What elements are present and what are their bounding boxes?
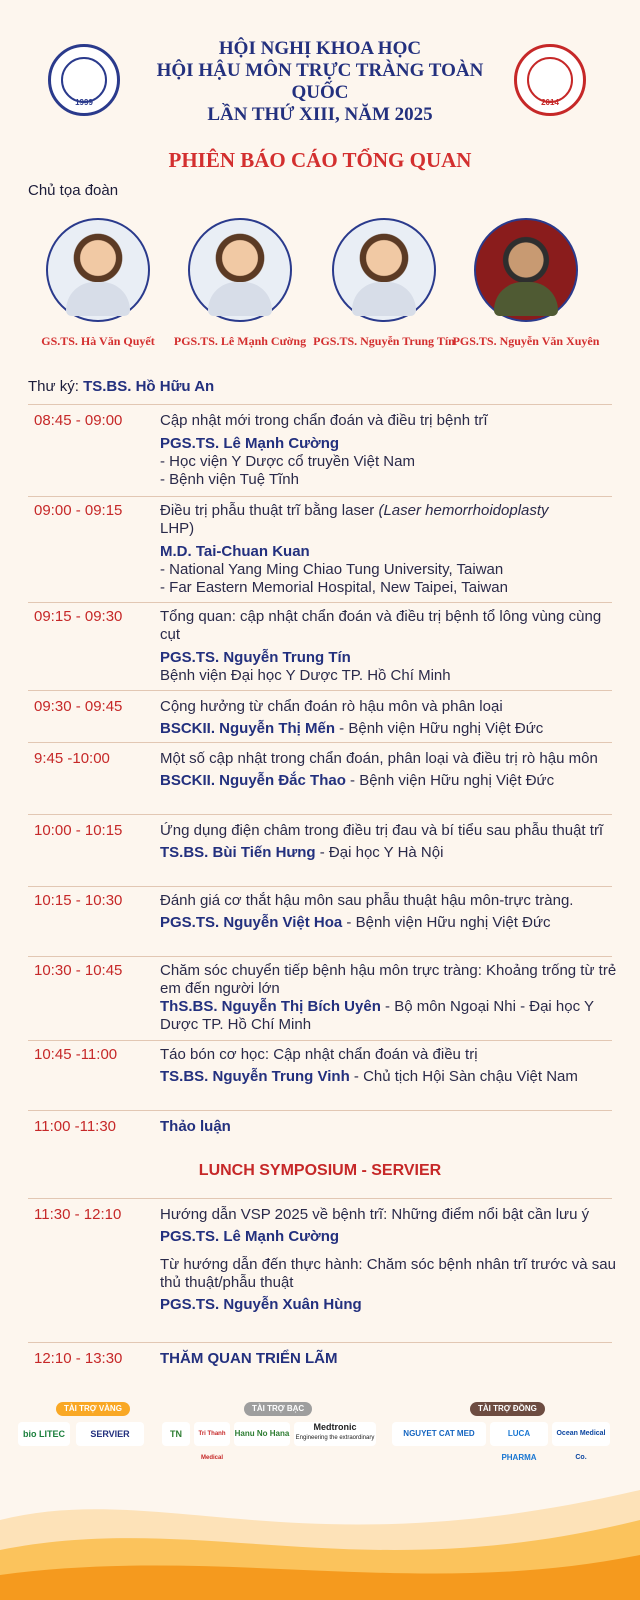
sponsor-logo: NGUYET CAT MED bbox=[392, 1422, 486, 1446]
session-content bbox=[160, 698, 620, 738]
session-time: 10:45 -11:00 bbox=[34, 1046, 118, 1063]
exhibition-label: THĂM QUAN TRIỂN LÃM bbox=[160, 1350, 338, 1367]
university-logo bbox=[514, 44, 586, 116]
session-speaker: TS.BS. Nguyễn Trung Vinh bbox=[160, 1068, 350, 1085]
session-topic: Tổng quan: cập nhật chẩn đoán và điều trị bệnh tổ lông vùng cùng cụt bbox=[160, 608, 602, 643]
session-speaker: M.D. Tai-Chuan Kuan bbox=[160, 543, 310, 560]
sponsor-logo bbox=[294, 1422, 376, 1446]
session-speaker: BSCKII. Nguyễn Thị Mến bbox=[160, 720, 336, 737]
sponsor-logo: Ocean Medical Co. bbox=[552, 1422, 610, 1446]
topic-tail: LHP) bbox=[160, 520, 195, 537]
divider bbox=[28, 886, 612, 887]
speaker-affiliation: - Bệnh viện Hữu nghị Việt Đức bbox=[345, 772, 555, 789]
session-content bbox=[160, 1350, 620, 1368]
chair-photo bbox=[188, 218, 292, 322]
speaker-affiliation: - Chủ tịch Hội Sàn chậu Việt Nam bbox=[349, 1068, 578, 1085]
session-content bbox=[160, 892, 620, 932]
chair-name: PGS.TS. Nguyễn Văn Xuyên bbox=[452, 334, 600, 348]
session-topic: Cập nhật mới trong chẩn đoán và điều trị bệnh trĩ bbox=[160, 412, 488, 429]
secretary-name: TS.BS. Hồ Hữu An bbox=[83, 378, 215, 395]
gold-sponsor-tag: TÀI TRỢ VÀNG bbox=[56, 1402, 130, 1416]
chair-name: PGS.TS. Lê Mạnh Cường bbox=[173, 334, 307, 348]
session-topic: Táo bón cơ học: Cập nhật chẩn đoán và điều trị bbox=[160, 1046, 478, 1063]
speaker-affiliation: - National Yang Ming Chiao Tung University, Taiwan bbox=[160, 561, 504, 578]
speaker-affiliation: - Bộ môn Ngoại Nhi - Đại học Y Dược TP. Hồ Chí Minh bbox=[160, 998, 594, 1033]
speaker-affiliation: - Học viện Y Dược cổ truyền Việt Nam bbox=[160, 453, 415, 470]
session-topic bbox=[160, 502, 620, 538]
session-topic: Ứng dụng điện châm trong điều trị đau và bí tiểu sau phẫu thuật trĩ bbox=[160, 822, 604, 839]
chair-photo bbox=[332, 218, 436, 322]
session-speaker: PGS.TS. Nguyễn Trung Tín bbox=[160, 649, 351, 666]
session-time: 11:00 -11:30 bbox=[34, 1118, 117, 1135]
speaker-line bbox=[160, 914, 620, 932]
session-speaker: PGS.TS. Lê Mạnh Cường bbox=[160, 435, 340, 452]
silver-sponsor-tag: TÀI TRỢ BẠC bbox=[244, 1402, 312, 1416]
session-content bbox=[160, 608, 620, 685]
divider bbox=[28, 496, 612, 497]
speaker-line bbox=[160, 720, 620, 738]
chair-photo bbox=[46, 218, 150, 322]
divider bbox=[28, 1110, 612, 1111]
sponsor-logo: Hanu No Hana bbox=[234, 1422, 290, 1446]
session-content bbox=[160, 962, 620, 1034]
chair-label: Chủ tọa đoàn bbox=[28, 182, 119, 199]
speaker-line bbox=[160, 772, 620, 790]
session-content bbox=[160, 822, 620, 862]
session-topic: Hướng dẫn VSP 2025 về bệnh trĩ: Những điểm nổi bật cần lưu ý bbox=[160, 1206, 590, 1223]
session-content bbox=[160, 1206, 620, 1314]
session-time: 08:45 - 09:00 bbox=[34, 412, 123, 429]
session-time: 10:30 - 10:45 bbox=[34, 962, 123, 979]
speaker-affiliation: - Bệnh viện Hữu nghị Việt Đức bbox=[335, 720, 544, 737]
sponsor-logo: SERVIER bbox=[76, 1422, 144, 1446]
chair-name: PGS.TS. Nguyễn Trung Tín bbox=[313, 334, 455, 348]
session-content bbox=[160, 750, 620, 790]
session-speaker: PGS.TS. Nguyễn Xuân Hùng bbox=[160, 1296, 362, 1313]
divider bbox=[28, 1342, 612, 1343]
topic-text: Điều trị phẫu thuật trĩ bằng laser bbox=[160, 502, 375, 519]
session-time: 9:45 -10:00 bbox=[34, 750, 110, 767]
sponsor-logo: LUCA PHARMA bbox=[490, 1422, 548, 1446]
divider bbox=[28, 404, 612, 405]
session-time: 10:15 - 10:30 bbox=[34, 892, 123, 909]
lunch-symposium-title: LUNCH SYMPOSIUM - SERVIER bbox=[198, 1162, 442, 1179]
secretary bbox=[28, 378, 214, 395]
topic-italic: (Laser hemorrhoidoplasty bbox=[378, 502, 549, 519]
session-content bbox=[160, 1046, 620, 1086]
session-content bbox=[160, 412, 620, 489]
divider bbox=[28, 602, 612, 603]
sponsor-tagline: Engineering the extraordinary bbox=[295, 1435, 375, 1441]
speaker-line bbox=[160, 1068, 620, 1086]
session-topic: Chăm sóc chuyển tiếp bệnh hậu môn trực tràng: Khoảng trống từ trẻ em đến người lớn bbox=[160, 962, 617, 997]
session-speaker: PGS.TS. Nguyễn Việt Hoa bbox=[160, 914, 343, 931]
session-time: 11:30 - 12:10 bbox=[34, 1206, 122, 1223]
session-topic: Đánh giá cơ thắt hậu môn sau phẫu thuật hậu môn-trực tràng. bbox=[160, 892, 574, 909]
speaker-affiliation: Bệnh viện Đại học Y Dược TP. Hồ Chí Minh bbox=[160, 667, 451, 684]
session-time: 10:00 - 10:15 bbox=[34, 822, 123, 839]
logo-year: 1999 bbox=[75, 98, 93, 107]
divider bbox=[28, 1040, 612, 1041]
session-topic: Cộng hưởng từ chẩn đoán rò hậu môn và phân loại bbox=[160, 698, 503, 715]
speaker-line bbox=[160, 844, 620, 862]
sponsor-logo: bio LITEC bbox=[18, 1422, 70, 1446]
session-topic: Từ hướng dẫn đến thực hành: Chăm sóc bệnh nhân trĩ trước và sau thủ thuật/phẫu thuật bbox=[160, 1256, 616, 1291]
section-title: PHIÊN BÁO CÁO TỔNG QUAN bbox=[168, 148, 472, 172]
speaker-affiliation: - Bệnh viện Tuệ Tĩnh bbox=[160, 471, 299, 488]
session-speaker: ThS.BS. Nguyễn Thị Bích Uyên bbox=[160, 998, 381, 1015]
title-line-1: HỘI NGHỊ KHOA HỌC bbox=[218, 38, 422, 59]
title-line-3: LẦN THỨ XIII, NĂM 2025 bbox=[207, 104, 433, 125]
header bbox=[0, 0, 640, 125]
divider bbox=[28, 956, 612, 957]
session-time: 09:30 - 09:45 bbox=[34, 698, 123, 715]
divider bbox=[28, 690, 612, 691]
speaker-line bbox=[160, 998, 620, 1034]
session-speaker: BSCKII. Nguyễn Đắc Thao bbox=[160, 772, 346, 789]
chair-photo bbox=[474, 218, 578, 322]
session-time: 09:00 - 09:15 bbox=[34, 502, 123, 519]
session-content bbox=[160, 1118, 620, 1136]
sponsor-logo: Tri Thanh Medical bbox=[194, 1422, 230, 1446]
decorative-wave bbox=[0, 1460, 640, 1600]
sponsor-logo: TN bbox=[162, 1422, 190, 1446]
speaker-affiliation: - Đại học Y Hà Nội bbox=[315, 844, 444, 861]
bronze-sponsor-tag: TÀI TRỢ ĐỒNG bbox=[470, 1402, 545, 1416]
speaker-affiliation: - Far Eastern Memorial Hospital, New Taipei, Taiwan bbox=[160, 579, 508, 596]
session-speaker: PGS.TS. Lê Mạnh Cường bbox=[160, 1228, 340, 1245]
secretary-label: Thư ký: bbox=[28, 378, 79, 395]
chair-name: GS.TS. Hà Văn Quyết bbox=[41, 334, 155, 348]
logo-year: 2014 bbox=[541, 98, 559, 107]
title-line-2: HỘI HẬU MÔN TRỰC TRÀNG TOÀN QUỐC bbox=[156, 60, 484, 103]
divider bbox=[28, 814, 612, 815]
speaker-affiliation: - Bệnh viện Hữu nghị Việt Đức bbox=[342, 914, 551, 931]
conference-title bbox=[140, 38, 500, 126]
session-topic: Một số cập nhật trong chẩn đoán, phân loại và điều trị rò hậu môn bbox=[160, 750, 598, 767]
session-speaker: TS.BS. Bùi Tiến Hưng bbox=[160, 844, 316, 861]
discussion-label: Thảo luận bbox=[160, 1118, 231, 1135]
divider bbox=[28, 742, 612, 743]
session-time: 12:10 - 13:30 bbox=[34, 1350, 123, 1367]
session-time: 09:15 - 09:30 bbox=[34, 608, 123, 625]
session-content bbox=[160, 502, 620, 597]
sponsor-name: Medtronic bbox=[313, 1422, 357, 1432]
society-logo bbox=[48, 44, 120, 116]
divider bbox=[28, 1198, 612, 1199]
